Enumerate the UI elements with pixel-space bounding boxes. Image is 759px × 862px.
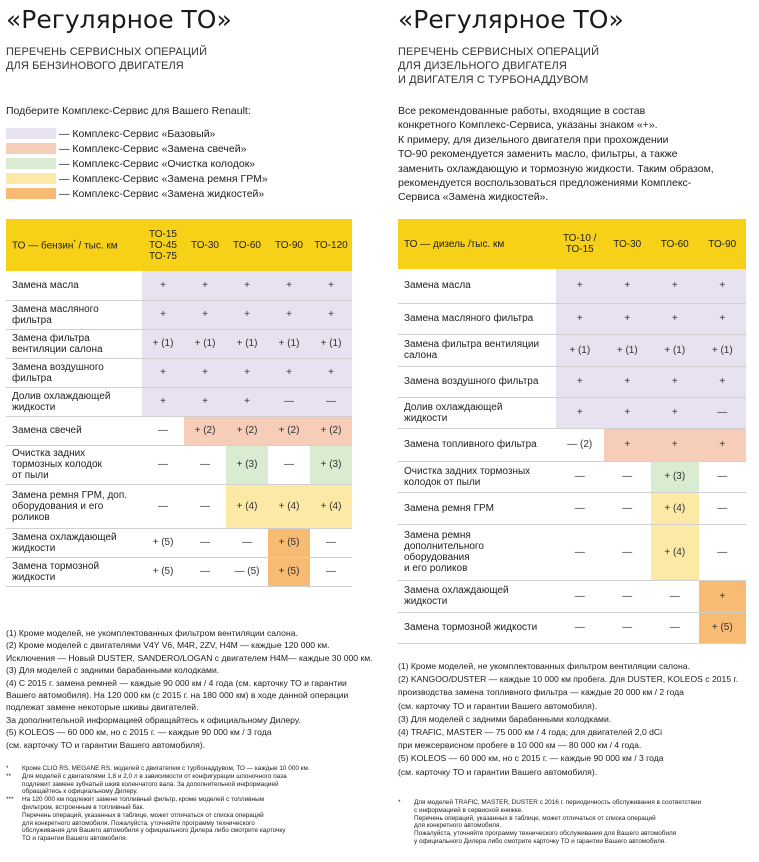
- table-row: [6, 329, 352, 358]
- row-label-line: и его роликов: [404, 563, 468, 574]
- row-label-line: Замена фильтра вентиляции: [404, 339, 540, 350]
- header-col: [268, 219, 310, 271]
- row-value: + (2): [226, 416, 268, 445]
- legend-item: [6, 186, 268, 201]
- footnote-text: обращайтесь к официальному Дилеру.: [22, 788, 138, 796]
- legend: [6, 126, 268, 201]
- row-value: + (1): [310, 329, 352, 358]
- row-label-line: колодок от пыли: [404, 476, 481, 488]
- header-col: [651, 219, 699, 269]
- row-value: +: [699, 303, 747, 334]
- header-col-line: ТО-45: [149, 239, 177, 251]
- row-value: —: [142, 445, 184, 484]
- row-label-line: фильтра: [12, 314, 52, 326]
- subtitle: ПЕРЕЧЕНЬ СЕРВИСНЫХ ОПЕРАЦИЙ ДЛЯ БЕНЗИНОВОГО ДВИГАТЕЛЯ: [6, 46, 208, 72]
- note-line: (3) Для моделей с задними барабанными колодками.: [398, 713, 612, 724]
- row-label: [398, 334, 556, 366]
- intro-text: [398, 104, 714, 205]
- row-value: + (1): [556, 334, 604, 366]
- footnotes: [398, 799, 701, 846]
- row-value: +: [142, 300, 184, 329]
- footnote-line: [398, 807, 701, 815]
- notes: [398, 660, 738, 779]
- row-value: —: [184, 445, 226, 484]
- footnote-text: Кроме CLIO RS, MEGANE RS, моделей с двигателем с турбонаддувом, ТО — каждые 10 000 км.: [22, 765, 310, 772]
- footnote-text: у официального Дилера либо смотрите карточку ТО и гарантии Вашего автомобиля.: [414, 837, 667, 845]
- table-row: [398, 612, 746, 643]
- row-label: [6, 387, 142, 416]
- row-value: +: [604, 303, 652, 334]
- row-label: [6, 329, 142, 358]
- footnote-text: Для моделей TRAFIC, MASTER, DUSTER с 2016 г. периодичность обслуживания в соответствии: [414, 799, 702, 806]
- row-value: —: [142, 484, 184, 528]
- intro-line: рекомендуется воспользоваться предложениями Комплекс-: [398, 177, 692, 190]
- legend-item: [6, 141, 268, 156]
- note-line: (5) KOLEOS — 60 000 км, но с 2015 г. — каждые 90 000 км / 3 года: [398, 753, 664, 764]
- row-value: +: [651, 366, 699, 397]
- header-col-line: ТО-60: [233, 239, 261, 251]
- row-label-line: жидкости: [404, 596, 448, 607]
- row-value: + (4): [310, 484, 352, 528]
- row-value: + (1): [651, 334, 699, 366]
- footnotes: [6, 765, 310, 843]
- row-value: +: [142, 271, 184, 300]
- row-value: + (3): [651, 461, 699, 492]
- row-label-line: Замена воздушного фильтра: [404, 376, 539, 387]
- row-label: [398, 461, 556, 492]
- header-col: [699, 219, 747, 269]
- row-value: —: [699, 397, 747, 428]
- row-value: + (1): [268, 329, 310, 358]
- note-line: при межсервисном пробеге в 10 000 км — 80 000 км / 4 года.: [398, 740, 642, 751]
- row-value: —: [699, 461, 747, 492]
- row-value: + (4): [651, 492, 699, 524]
- row-label-line: Замена масла: [12, 279, 79, 291]
- row-value: —: [651, 580, 699, 612]
- header-col-line: ТО-75: [149, 250, 177, 262]
- row-label: [398, 366, 556, 397]
- row-value: —: [184, 528, 226, 557]
- header-label: [6, 219, 142, 271]
- row-value: + (5): [142, 528, 184, 557]
- row-value: + (3): [310, 445, 352, 484]
- table-row: [398, 580, 746, 612]
- row-label-line: Замена охлаждающей: [12, 531, 117, 543]
- row-label: [398, 492, 556, 524]
- row-value: + (1): [699, 334, 747, 366]
- row-value: —: [310, 528, 352, 557]
- subtitle: ПЕРЕЧЕНЬ СЕРВИСНЫХ ОПЕРАЦИЙ ДЛЯ ДИЗЕЛЬНОГО ДВИГАТЕЛЯ И ДВИГАТЕЛЯ С ТУРБОНАДДУВОМ: [398, 46, 600, 86]
- row-value: +: [604, 269, 652, 303]
- row-value: + (1): [226, 329, 268, 358]
- footnote-text: обслуживания для Вашего автомобиля у официального Дилера либо смотрите карточку: [22, 827, 286, 835]
- header-label-text: ТО — бензин: [12, 240, 74, 252]
- footnote-text: фильтром, встроенным в топливный бак.: [22, 803, 145, 811]
- note-line: (1) Кроме моделей, не укомплектованных фильтром вентиляции салона.: [6, 628, 298, 638]
- legend-swatch: [6, 128, 56, 139]
- row-label-line: Замена топливного фильтра: [404, 439, 537, 450]
- header-col: [226, 219, 268, 271]
- row-label-line: Замена ремня ГРМ, доп.: [12, 489, 128, 501]
- row-value: +: [651, 397, 699, 428]
- note-line: (см. карточку ТО и гарантии Вашего автомобиля).: [398, 766, 598, 777]
- intro-line: К примеру, для дизельного двигателя при прохождении: [398, 133, 669, 146]
- diesel-service-table: [398, 219, 746, 644]
- row-label: [398, 397, 556, 428]
- legend-swatch: [6, 188, 56, 199]
- intro-line: заменить охлаждающую и тормозную жидкости. Таким образом,: [398, 162, 714, 175]
- footnote-line: [6, 796, 310, 804]
- intro-line: ТО-90 рекомендуется заменить масло, фильтры, а также: [398, 148, 678, 161]
- row-value: +: [651, 428, 699, 461]
- row-value: +: [226, 271, 268, 300]
- legend-swatch: [6, 158, 56, 169]
- legend-label: — Комплекс-Сервис «Замена свечей»: [59, 142, 247, 155]
- row-value: +: [268, 358, 310, 387]
- header-label: [398, 219, 556, 269]
- legend-label: — Комплекс-Сервис «Замена ремня ГРМ»: [59, 172, 268, 185]
- row-value: +: [310, 271, 352, 300]
- row-label: [398, 524, 556, 580]
- row-label-line: Долив охлаждающей: [12, 390, 111, 402]
- legend-label: — Комплекс-Сервис «Базовый»: [59, 127, 216, 140]
- row-value: +: [556, 366, 604, 397]
- row-value: + (2): [310, 416, 352, 445]
- header-col: [556, 219, 604, 269]
- footnote-mark: **: [6, 772, 11, 780]
- row-label: [398, 612, 556, 643]
- row-value: —: [556, 524, 604, 580]
- row-label-line: роликов: [12, 511, 50, 523]
- note-line: (4) TRAFIC, MASTER — 75 000 км / 4 года; для двигателей 2,0 dCi: [398, 727, 663, 738]
- table-row: [398, 428, 746, 461]
- note-line: Исключения — Новый DUSTER, SANDERO/LOGAN с двигателем H4M— каждые 30 000 км.: [6, 652, 373, 663]
- row-label-line: Замена масляного фильтра: [404, 313, 534, 324]
- legend-item: [6, 126, 268, 141]
- row-label-line: салона: [404, 350, 438, 361]
- header-col-line: ТО-30: [613, 238, 642, 250]
- notes: [6, 627, 373, 751]
- table-row: [6, 445, 352, 484]
- row-label: [6, 557, 142, 586]
- row-value: +: [699, 428, 747, 461]
- footnote-text: с информацией в сервисной книжке.: [414, 806, 523, 814]
- row-value: —: [556, 612, 604, 643]
- table-header-row: [6, 219, 352, 271]
- row-value: —: [556, 580, 604, 612]
- row-label-line: Замена ремня ГРМ: [404, 502, 494, 514]
- row-value: —: [604, 524, 652, 580]
- row-label: [6, 528, 142, 557]
- row-label: [6, 484, 142, 528]
- header-col-line: ТО-90: [708, 238, 737, 250]
- header-label-sup: *: [73, 240, 76, 247]
- row-label-line: Замена масла: [404, 280, 471, 292]
- note-line: За дополнительной информацией обращайтесь к официальному Дилеру.: [6, 714, 301, 725]
- row-value: +: [184, 387, 226, 416]
- row-label-line: дополнительного: [404, 541, 484, 552]
- note-line: производства замена топливного фильтра — каждые 20 000 км / 2 года: [398, 687, 684, 698]
- row-label-line: Очистка задних тормозных: [404, 465, 531, 477]
- row-value: + (5): [268, 528, 310, 557]
- row-value: +: [268, 300, 310, 329]
- row-value: + (3): [226, 445, 268, 484]
- row-label: [398, 580, 556, 612]
- note-line: Вашего автомобиля). На 120 000 км (с 2015 г. на 180 000 км) в ходе данной операции: [6, 690, 349, 701]
- row-label: [398, 428, 556, 461]
- row-label: [6, 416, 142, 445]
- legend-item: [6, 171, 268, 186]
- row-value: —: [268, 387, 310, 416]
- footnote-mark: ***: [6, 796, 14, 804]
- footnote-line: [6, 804, 310, 812]
- header-col: [604, 219, 652, 269]
- row-label-line: фильтра: [12, 372, 52, 384]
- row-label: [6, 358, 142, 387]
- row-value: —: [604, 612, 652, 643]
- footnote-line: [6, 765, 310, 773]
- row-label: [398, 269, 556, 303]
- row-value: +: [699, 580, 747, 612]
- row-value: +: [184, 300, 226, 329]
- row-value: —: [142, 416, 184, 445]
- table-row: [398, 397, 746, 428]
- row-value: + (5): [142, 557, 184, 586]
- footnote-text: для конкретного автомобиля. Пожалуйста, уточняйте программу технического: [22, 819, 255, 827]
- row-value: — (5): [226, 557, 268, 586]
- row-label: [6, 300, 142, 329]
- footnote-text: Перечень операций, указанных в таблице, может отличаться от списка операций: [414, 814, 656, 822]
- legend-swatch: [6, 173, 56, 184]
- row-value: —: [651, 612, 699, 643]
- row-value: + (4): [651, 524, 699, 580]
- row-label-line: Очистка задних: [12, 448, 86, 459]
- row-value: +: [226, 387, 268, 416]
- table-header-row: [398, 219, 746, 269]
- page-title: «Регулярное ТО»: [398, 5, 624, 34]
- row-label-line: Долив охлаждающей: [404, 401, 503, 413]
- header-col-line: ТО-60: [660, 238, 689, 250]
- row-value: + (1): [184, 329, 226, 358]
- row-value: +: [604, 428, 652, 461]
- row-label-line: Замена воздушного: [12, 361, 104, 373]
- row-value: +: [310, 358, 352, 387]
- row-label-line: от пыли: [12, 470, 49, 481]
- row-value: +: [556, 397, 604, 428]
- table-row: [6, 358, 352, 387]
- footnote-text: ТО и гарантии Вашего автомобиля.: [22, 835, 128, 843]
- row-value: —: [184, 557, 226, 586]
- table-row: [6, 528, 352, 557]
- row-value: + (2): [184, 416, 226, 445]
- header-col-line: ТО-15: [565, 244, 594, 255]
- row-label-line: жидкости: [12, 542, 56, 554]
- row-value: — (2): [556, 428, 604, 461]
- row-value: +: [699, 366, 747, 397]
- row-value: —: [310, 557, 352, 586]
- note-line: (3) Для моделей с задними барабанными колодками.: [6, 665, 220, 676]
- row-value: —: [604, 492, 652, 524]
- row-value: +: [226, 358, 268, 387]
- table-row: [6, 387, 352, 416]
- row-value: —: [556, 461, 604, 492]
- intro-line: Все рекомендованные работы, входящие в состав: [398, 105, 646, 117]
- row-label-line: оборудования и его: [12, 500, 104, 512]
- row-value: +: [651, 269, 699, 303]
- legend-label: — Комплекс-Сервис «Очистка колодок»: [59, 157, 256, 170]
- header-label-unit: / тыс. км: [75, 240, 118, 252]
- note-line: (2) KANGOO/DUSTER — каждые 10 000 км пробега. Для DUSTER, KOLEOS с 2015 г.: [398, 674, 738, 685]
- row-label-line: Замена ремня: [404, 530, 471, 541]
- row-value: +: [142, 387, 184, 416]
- row-value: +: [604, 366, 652, 397]
- row-value: +: [184, 358, 226, 387]
- row-label-line: Замена тормозной жидкости: [404, 622, 538, 633]
- table-row: [6, 416, 352, 445]
- note-line: подлежат замене некоторые шкивы двигателей.: [6, 702, 199, 713]
- intro-line: Сервиса «Замена жидкостей».: [398, 191, 549, 204]
- row-value: —: [226, 528, 268, 557]
- footnote-line: [398, 838, 701, 846]
- footnote-line: [6, 812, 310, 820]
- row-label-line: оборудования: [404, 552, 470, 563]
- header-col: [310, 219, 352, 271]
- footnote-line: [398, 799, 701, 807]
- row-label-line: Замена фильтра: [12, 332, 90, 344]
- note-line: (1) Кроме моделей, не укомплектованных фильтром вентиляции салона.: [398, 661, 690, 671]
- row-value: —: [699, 524, 747, 580]
- table-row: [6, 557, 352, 586]
- table-row: [6, 300, 352, 329]
- footnote-line: [6, 773, 310, 781]
- row-label: [6, 271, 142, 300]
- note-line: (см. карточку ТО и гарантии Вашего автомобиля).: [6, 739, 206, 750]
- row-value: —: [184, 484, 226, 528]
- row-value: +: [556, 269, 604, 303]
- row-value: + (5): [268, 557, 310, 586]
- row-value: —: [556, 492, 604, 524]
- footnote-text: Для моделей с двигателями 1,8 и 2,0 л в зависимости от конфигурации шпоночного паза: [22, 772, 287, 780]
- footnote-line: [6, 835, 310, 843]
- header-label-text: ТО — дизель /тыс. км: [404, 238, 505, 250]
- row-value: +: [142, 358, 184, 387]
- table-row: [398, 334, 746, 366]
- table-row: [398, 461, 746, 492]
- table-row: [398, 524, 746, 580]
- row-label: [398, 303, 556, 334]
- row-value: —: [268, 445, 310, 484]
- footnote-text: подлежит замене зубчатый шкив коленчатого вала. За дополнительной информацией: [22, 780, 279, 788]
- row-value: + (1): [142, 329, 184, 358]
- note-line: (4) С 2015 г. замена ремней — каждые 90 000 км / 4 года (см. карточку ТО и гарантии: [6, 677, 347, 688]
- header-col: [142, 219, 184, 271]
- footnote-text: Пожалуйста, уточняйте программу технического обслуживания для Вашего автомобиля: [414, 830, 677, 838]
- row-value: + (5): [699, 612, 747, 643]
- footnote-text: Перечень операций, указанных в таблице, может отличаться от списка операций: [22, 811, 264, 819]
- table-row: [398, 492, 746, 524]
- row-value: +: [226, 300, 268, 329]
- row-value: +: [310, 300, 352, 329]
- row-label-line: жидкости: [12, 401, 56, 413]
- footnote-text: На 120 000 км подлежит замене топливный фильтр, кроме моделей с топливным: [22, 796, 265, 804]
- row-label-line: Замена масляного: [12, 303, 99, 315]
- row-value: —: [604, 461, 652, 492]
- row-value: + (2): [268, 416, 310, 445]
- petrol-service-table: [6, 219, 352, 587]
- intro-text: Подберите Комплекс-Сервис для Вашего Renault:: [6, 105, 251, 117]
- row-label-line: жидкости: [404, 412, 448, 424]
- footnote-line: [398, 830, 701, 838]
- table-row: [398, 269, 746, 303]
- row-label-line: жидкости: [12, 571, 56, 583]
- legend-swatch: [6, 143, 56, 154]
- header-col-line: ТО-10 /: [563, 233, 597, 244]
- row-value: —: [699, 492, 747, 524]
- header-col-line: ТО-30: [191, 239, 219, 251]
- footnote-mark: *: [6, 765, 9, 772]
- table-row: [6, 271, 352, 300]
- row-value: +: [604, 397, 652, 428]
- row-value: —: [310, 387, 352, 416]
- header-col-line: ТО-90: [275, 239, 303, 251]
- row-label-line: тормозных колодок: [12, 459, 102, 470]
- page-title: «Регулярное ТО»: [6, 5, 232, 34]
- legend-item: [6, 156, 268, 171]
- note-line: (5) KOLEOS — 60 000 км, но с 2015 г. — каждые 90 000 км / 3 года: [6, 727, 272, 738]
- legend-label: — Комплекс-Сервис «Замена жидкостей»: [59, 187, 265, 200]
- row-value: + (4): [226, 484, 268, 528]
- row-label-line: Замена свечей: [12, 425, 82, 436]
- table-row: [6, 484, 352, 528]
- row-value: —: [604, 580, 652, 612]
- row-value: +: [184, 271, 226, 300]
- row-value: +: [651, 303, 699, 334]
- footnote-line: [6, 827, 310, 835]
- row-value: +: [556, 303, 604, 334]
- row-label: [6, 445, 142, 484]
- table-row: [398, 303, 746, 334]
- header-col: [184, 219, 226, 271]
- row-value: + (1): [604, 334, 652, 366]
- row-value: +: [268, 271, 310, 300]
- header-col-line: ТО-15: [149, 228, 177, 240]
- header-col-line: ТО-120: [314, 239, 348, 251]
- row-label-line: Замена тормозной: [12, 560, 100, 572]
- note-line: (2) Кроме моделей с двигателями V4Y V6, M4R, 2ZV, H4M — каждые 120 000 км.: [6, 640, 330, 651]
- table-row: [398, 366, 746, 397]
- note-line: (см. карточку ТО и гарантии Вашего автомобиля).: [398, 700, 598, 711]
- footnote-text: для конкретного автомобиля.: [414, 822, 502, 830]
- row-value: +: [699, 269, 747, 303]
- row-label-line: вентиляции салона: [12, 343, 103, 355]
- intro-line: конкретного Комплекс-Сервиса, указаны знаком «+».: [398, 119, 658, 132]
- row-value: + (4): [268, 484, 310, 528]
- footnote-mark: *: [398, 799, 401, 806]
- row-label-line: Замена охлаждающей: [404, 585, 509, 596]
